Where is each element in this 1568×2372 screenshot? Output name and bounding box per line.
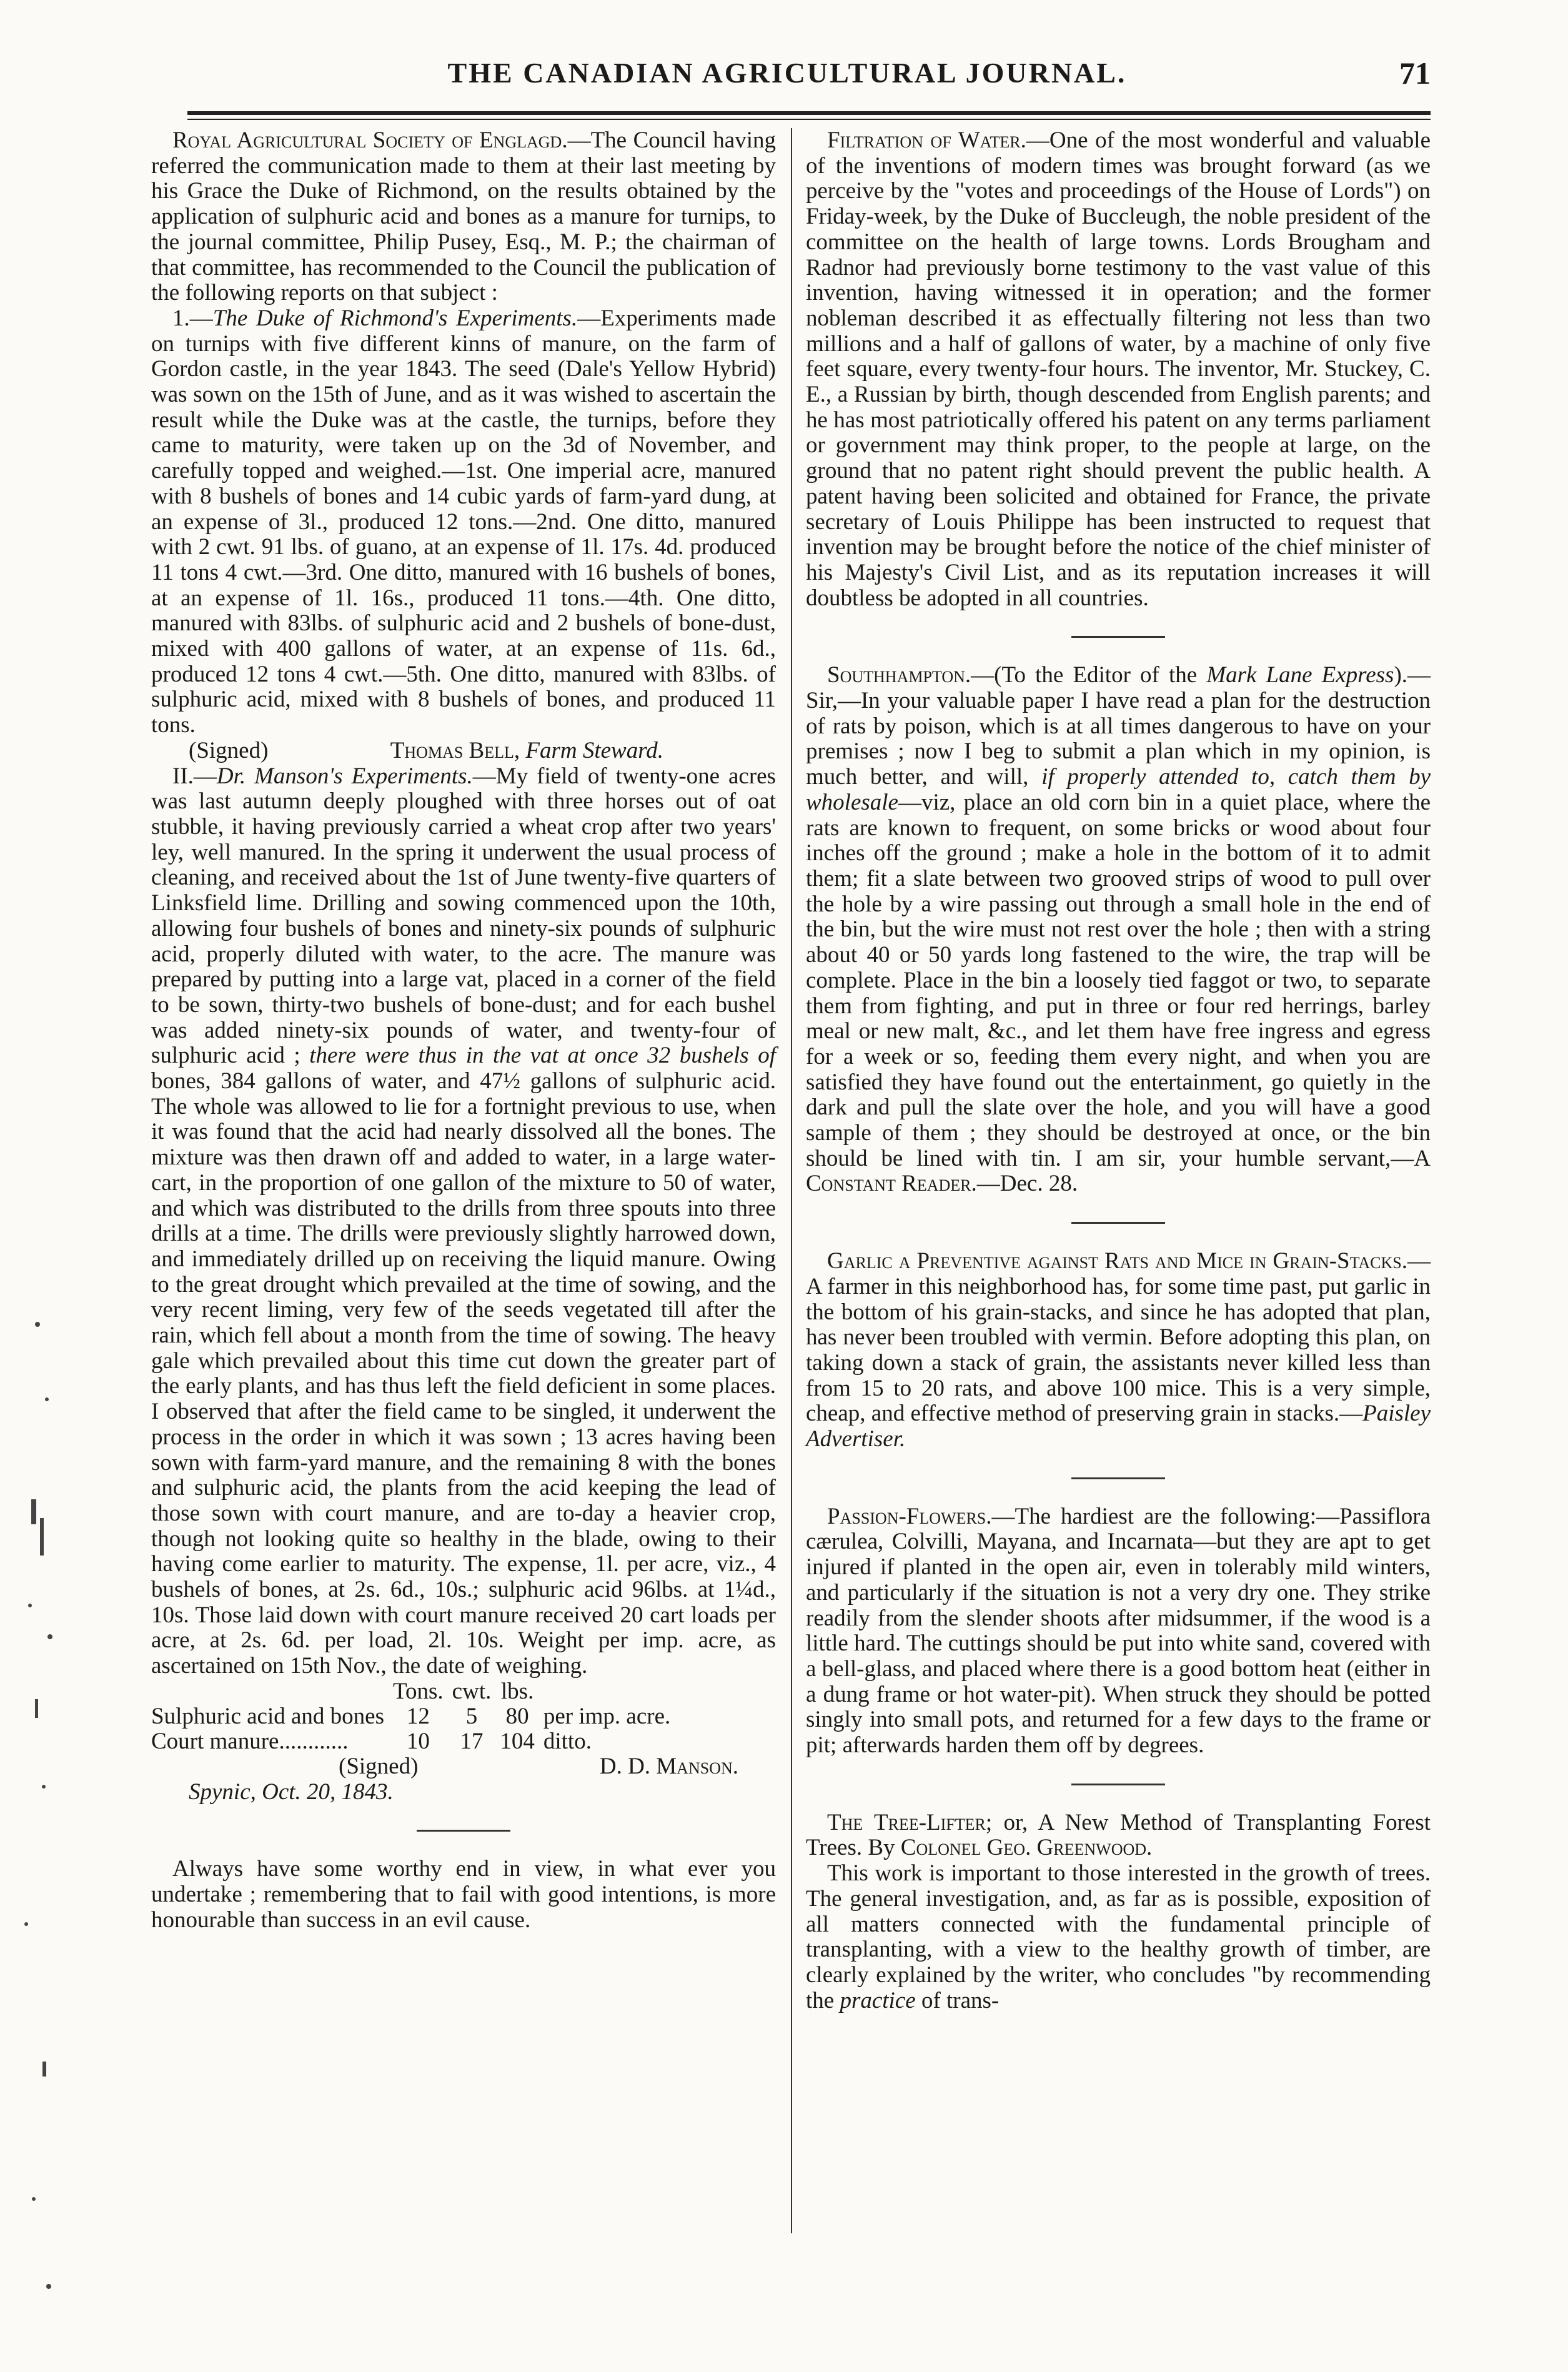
southampton-lead: —(To the Editor of the [971,662,1198,688]
garlic-source: Paisley Advertiser. [806,1401,1431,1452]
tree-lifter-italic: practice [840,1987,916,2013]
richmond-title: The Duke of Richmond's Experiments. [212,305,578,331]
filtration-heading: Filtration of Water. [827,127,1026,153]
manson-body-b: bones, 384 gallons of water, and 47½ gallons of sulphuric acid. The whole was allowed to lie for a fortnight previous to use, when it was found that the acid had nearly dissolved all the bones. The mixture was then drawn off and added to water, in a large water-cart, in the proportion of one gallon of the mixture to 50 of water, and which was distributed to the drills from three spouts into three drills at a time. The drills were previously slightly harrowed down, and immediately drilled up on receiving the liquid manure. Owing to the great drought which prevailed at the time of sowing, and the very recent liming, very few of the seeds vegetated till after the rain, which fell about a month from the time of sowing. The heavy gale which prevailed about this time cut down the greater part of the early plants, and has thus left the field deficient in some places. I observed that after the field came to be singled, it underwent the process in the order in which it was sown ; 13 acres having been sown with farm-yard manure, and the remaining 8 with the bones and sulphuric acid, the plants from the acid keeping the lead of those sown with court manure, and are to-day a heavier crop, though not looking quite so healthy in the blade, owing to their having come earlier to maturity. The expense, 1l. per acre, viz., 4 bushels of bones, at 2s. 6d., 10s.; sulphuric acid 96lbs. at 1¼d., 10s. Those laid down with court manure received 20 cart loads per acre, at 2s. 6d. per load, 2l. 10s. Weight per imp. acre, as ascertained on 15th Nov., the date of weighing. [151,1068,776,1679]
richmond-body: —Experiments made on turnips with five different kinns of manure, on the farm of Gordon castle, in the year 1843. The seed (Dale's Yellow Hybrid) was sown on the 15th of June, and as it was wished to ascertain the result while the Duke was at the castle, the turnips, before they came to maturity, were taken up on the 3d of November, and carefully topped and weighed.—1st. One imperial acre, manured with 8 bushels of bones and 14 cubic yards of farm-yard dung, at an expense of 3l., produced 12 tons.—2nd. One ditto, manured with 2 cwt. 91 lbs. of guano, at an expense of 1l. 17s. 4d. produced 11 tons 4 cwt.—3rd. One ditto, manured with 16 bushels of bones, at an expense of 1l. 16s., produced 11 tons.—4th. One ditto, manured with 83lbs. of sulphuric acid and 2 bushels of bone-dust, mixed with 400 gallons of water, at an expense of 11s. 6d., produced 12 tons 4 cwt.—5th. One ditto, manured with 83lbs. of sulphuric acid, mixed with 8 bushels of bones, and produced 11 tons. [151,305,776,738]
signed-label: (Signed) [339,1753,419,1779]
tree-lifter-subtitle: ; or, A New Method of Transplanting Forest Trees. By [806,1809,1431,1861]
southampton-heading: Southhampton. [827,662,971,688]
garlic-article [806,1249,1431,1452]
header-rule-thick [187,111,1431,115]
signature-name: Thomas Bell, Farm Steward. [390,737,663,763]
section-separator [1071,1477,1165,1479]
southampton-body-a: ).—Sir,—In your valuable paper I have read a plan for the destruction of rats by poison, which is at all times dangerous to have on your premises ; now I beg to submit a plan which in my opinion, is much better, and will, [806,662,1431,790]
table-header-cell [543,1679,679,1704]
royal-society-article [151,128,776,306]
section-separator [1071,1222,1165,1224]
manson-lead: II.— [172,763,217,789]
table-cell: 12 [406,1703,430,1729]
southampton-paper: Mark Lane Express [1206,662,1394,688]
left-column [151,128,776,1933]
manson-body-a: —My field of twenty-one acres was last autumn deeply ploughed with three horses out of oat stubble, it having previously carried a wheat crop after two years' ley, well manured. In the spring it underwent the usual process of cleaning, and received about the 1st of June twenty-five quarters of Linksfield lime. Drilling and sowing commenced upon the 10th, allowing four bushels of bones and ninety-six pounds of sulphuric acid, properly diluted with water, to the acre. The manure was prepared by putting into a large vat, placed in a corner of the field to be sown, thirty-two bushels of bone-dust; and for each bushel was added ninety-six pounds of water, and twenty-four of sulphuric acid ; [151,763,776,1069]
tree-lifter-author: Colonel Geo. Greenwood. [900,1835,1153,1861]
garlic-body: —A farmer in this neighborhood has, for some time past, put garlic in the bottom of his grain-stacks, and since he has adopted that plan, has never been troubled with vermin. Before adopting this plan, on taking down a stack of grain, the assistants never killed less than from 15 to 20 rats, and above 100 mice. This is a very simple, cheap, and effective method of preserving grain in stacks.— [806,1248,1431,1427]
table-cell: 80 [505,1703,529,1729]
southampton-signature: A Constant Reader. [806,1145,1431,1197]
right-column [806,128,1431,2013]
table-header-cell [151,1679,393,1704]
closing-maxim: Always have some worthy end in view, in what ever you undertake ; remembering that to fail with good intentions, is more honourable than success in an evil cause. [151,1856,776,1933]
signed-label: (Signed) [189,737,269,763]
table-header-cell: lbs. [500,1678,534,1704]
table-cell: 5 [465,1703,478,1729]
royal-society-heading: Royal Agricultural Society of Englagd. [172,127,568,153]
filtration-body: —One of the most wonderful and valuable of the inventions of modern times was brought forward (as we perceive by the "votes and proceedings of the House of Lords") on Friday-week, by the Duke of Buccleugh, the noble president of the committee on the health of large towns. Lords Brougham and Radnor had previously borne testimony to the vast value of this invention, having witnessed it in operation; and the former nobleman described it as effectually filtering not less than two millions and a half of gallons of water, by a machine of only five feet square, every twenty-four hours. The inventor, Mr. Stuckey, C. E., a Russian by birth, though descended from English parents; and he has most patriotically offered his patent on any terms parliament or government may think proper, to the people at large, on the ground that no patent right should prevent the public health. A patent having been solicited and obtained for France, the private secretary of Louis Philippe has been instructed to request that invention may be brought before the notice of the chief minister of his Majesty's Civil List, and as its reputation increases it will doubtless be adopted in all countries. [806,127,1431,611]
garlic-heading: Garlic a Preventive against Rats and Mice in Grain-Stacks. [827,1248,1407,1274]
manson-dateline: Spynic, Oct. 20, 1843. [189,1779,394,1805]
manson-italic: there were thus in the vat at once 32 bushels of [309,1043,777,1069]
table-cell: Sulphuric acid and bones [151,1703,384,1729]
tree-lifter-body-b: of trans- [921,1987,1000,2013]
header-rule-thin [187,119,1431,120]
table-cell: 17 [460,1728,484,1754]
richmond-experiment [151,306,776,738]
column-divider [791,128,792,2233]
passion-article [806,1504,1431,1759]
section-separator [1071,1784,1165,1785]
table-header-cell: Tons. [393,1678,444,1704]
manson-title: Dr. Manson's Experiments. [216,763,473,789]
table-cell: Court manure............ [151,1728,349,1754]
table-header-cell: cwt. [452,1678,492,1704]
royal-society-body: —The Council having referred the communication made to them at their last meeting by his Grace the Duke of Richmond, on the results obtained by the application of sulphuric acid and bones as a manure for turnips, to the journal committee, Philip Pusey, Esq., M. P.; the chairman of that committee, has recommended to the Council the publication of the following reports on that subject : [151,127,777,306]
table-cell: ditto. [543,1728,592,1754]
section-separator [417,1830,510,1832]
section-separator [1071,636,1165,638]
southampton-body-b: —viz, place an old corn bin in a quiet place, where the rats are known to frequent, on some bricks or wood about four inches off the ground ; make a hole in the bottom of it to admit them; fit a slate between two grooved strips of wood to pull over the hole by a wire passing out through a small hole in the end of the bin, but the wire must not rest over the hole ; then with a string about 40 or 50 yards long fastened to the wire, the trap will be complete. Place in the bin a loosely tied faggot or two, to separate them from fighting, and put in three or four red herrings, barley meal or new malt, &c., and let them have free ingress and egress for a week or so, feeding them every night, and when you are satisfied they have found out the entertainment, go quietly in the dark and pull the slate over the hole, and you will have a good sample of them ; they should be destroyed at once, or the bin should be lined with tin. I am sir, your humble servant,— [806,789,1431,1171]
journal-title: THE CANADIAN AGRICULTURAL JOURNAL. [447,57,1127,89]
tree-lifter-body-a: This work is important to those interested in the growth of trees. The general investigation, and, as far as is possible, exposition of all matters connected with the fundamental principle of transplanting, with a view to the healthy growth of timber, are clearly explained by the writer, who concludes "by recommending the [806,1860,1431,2013]
southampton-italic: if properly attended to, catch them by wholesale [806,764,1431,815]
tree-lifter-review [806,1861,1431,2013]
passion-body: —The hardiest are the following:—Passiflora cærulea, Colvilli, Mayana, and Incarnata—but they are apt to get injured if planted in the open air, even in tolerably mild winters, and particularly if the situation is not a very dry one. They strike readily from the slender shoots after midsummer, if the wood is a little hard. The cuttings should be put into white sand, covered with a bell-glass, and placed where there is a good bottom heat (either in a dung frame or hot water-pit). When struck they should be potted singly into small pots, and returned for a few days to the frame or pit; afterwards harden them off by degrees. [806,1503,1431,1759]
page-header [144,37,1431,112]
tree-lifter-heading: The Tree-Lifter [827,1809,986,1835]
manson-experiment [151,764,776,1679]
signature-manson [151,1754,776,1780]
table-cell: 10 [406,1728,430,1754]
filtration-article [806,128,1431,611]
page-number: 71 [1399,56,1431,91]
southampton-article [806,663,1431,1197]
margin-ink-specks [12,1312,69,2343]
table-row [151,1704,679,1729]
table-cell: per imp. acre. [543,1703,671,1729]
southampton-date: —Dec. 28. [976,1171,1078,1197]
tree-lifter-article [806,1810,1431,1861]
table-header-row [151,1679,679,1704]
signature-name: D. D. Manson. [599,1753,738,1779]
table-cell: 104 [500,1728,535,1754]
passion-heading: Passion-Flowers. [827,1503,992,1529]
richmond-lead: 1.— [172,305,213,331]
table-row [151,1729,679,1754]
weight-table [151,1679,679,1754]
signature-bell [151,738,776,764]
